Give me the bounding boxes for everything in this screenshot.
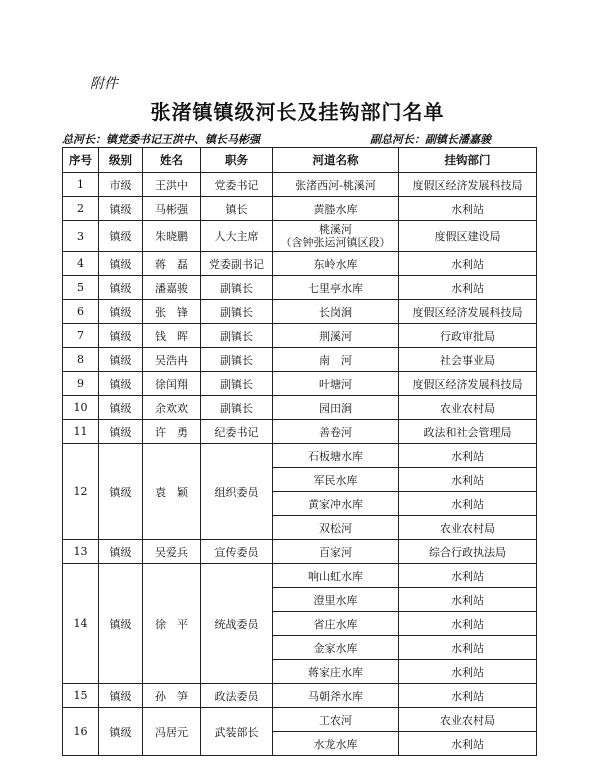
- table-row: [63, 540, 537, 564]
- cell-dept: 农业农村局: [399, 708, 537, 732]
- cell-dept: 度假区经济发展科技局: [399, 173, 537, 197]
- cell-river: 荆溪河: [273, 324, 399, 348]
- cell-river: 善卷河: [273, 420, 399, 444]
- cell-no: 13: [63, 540, 99, 564]
- river-chiefs-line: [62, 131, 542, 147]
- cell-post: 党委书记: [201, 173, 273, 197]
- cell-no: 2: [63, 197, 99, 221]
- cell-dept: 度假区建设局: [399, 221, 537, 252]
- cell-dept: 水利站: [399, 492, 537, 516]
- cell-post: 纪委书记: [201, 420, 273, 444]
- cell-level: 镇级: [99, 540, 143, 564]
- cell-name: 王洪中: [143, 173, 201, 197]
- cell-post: 副镇长: [201, 396, 273, 420]
- cell-level: 镇级: [99, 420, 143, 444]
- cell-river: 双松河: [273, 516, 399, 540]
- river-chief-table: [62, 147, 537, 756]
- cell-post: 政法委员: [201, 684, 273, 708]
- cell-post: 副镇长: [201, 276, 273, 300]
- cell-river: 叶塘河: [273, 372, 399, 396]
- table-row: [63, 300, 537, 324]
- cell-dept: 行政审批局: [399, 324, 537, 348]
- header-name: 姓名: [143, 148, 201, 173]
- cell-dept: 水利站: [399, 444, 537, 468]
- cell-river: 百家河: [273, 540, 399, 564]
- cell-no: 11: [63, 420, 99, 444]
- table-row: [63, 372, 537, 396]
- cell-level: 镇级: [99, 684, 143, 708]
- cell-river: 黄家冲水库: [273, 492, 399, 516]
- cell-dept: 水利站: [399, 612, 537, 636]
- cell-river: 南 河: [273, 348, 399, 372]
- deputy-chief-text: 副总河长：副镇长潘嘉骏: [370, 133, 491, 146]
- cell-post: 宣传委员: [201, 540, 273, 564]
- table-header-row: [63, 148, 537, 173]
- cell-no: 10: [63, 396, 99, 420]
- cell-name: 孙 笋: [143, 684, 201, 708]
- cell-no: 14: [63, 564, 99, 684]
- cell-river: 水龙水库: [273, 732, 399, 756]
- cell-river: 园田涧: [273, 396, 399, 420]
- cell-no: 15: [63, 684, 99, 708]
- cell-dept: 水利站: [399, 660, 537, 684]
- cell-dept: 度假区经济发展科技局: [399, 300, 537, 324]
- cell-dept: 水利站: [399, 732, 537, 756]
- chief-text: 总河长：镇党委书记王洪中、镇长马彬强: [62, 133, 260, 146]
- river-name-line2: （含钟张运河镇区段）: [280, 236, 391, 249]
- header-dept: 挂钩部门: [399, 148, 537, 173]
- cell-river: 金家水库: [273, 636, 399, 660]
- table-row: [63, 420, 537, 444]
- header-level: 级别: [99, 148, 143, 173]
- header-river: 河道名称: [273, 148, 399, 173]
- cell-river: 七里亭水库: [273, 276, 399, 300]
- header-no: 序号: [63, 148, 99, 173]
- cell-river: 省庄水库: [273, 612, 399, 636]
- river-name-line1: 桃溪河: [319, 223, 352, 236]
- table-row: [63, 396, 537, 420]
- cell-name: 冯居元: [143, 708, 201, 756]
- cell-no: 5: [63, 276, 99, 300]
- cell-dept: 水利站: [399, 468, 537, 492]
- cell-no: 12: [63, 444, 99, 540]
- cell-name: 许 勇: [143, 420, 201, 444]
- cell-dept: 水利站: [399, 276, 537, 300]
- table-row: [63, 324, 537, 348]
- cell-level: 镇级: [99, 348, 143, 372]
- cell-river: 工农河: [273, 708, 399, 732]
- cell-level: 镇级: [99, 197, 143, 221]
- cell-level: 镇级: [99, 444, 143, 540]
- cell-river: 东岭水库: [273, 252, 399, 276]
- cell-level: 镇级: [99, 372, 143, 396]
- cell-post: 人大主席: [201, 221, 273, 252]
- table-row: [63, 197, 537, 221]
- table-row: [63, 221, 537, 252]
- cell-no: 9: [63, 372, 99, 396]
- cell-river: 黄塍水库: [273, 197, 399, 221]
- cell-name: 徐 平: [143, 564, 201, 684]
- table-row: [63, 252, 537, 276]
- cell-name: 张 锋: [143, 300, 201, 324]
- cell-level: 镇级: [99, 221, 143, 252]
- cell-dept: 农业农村局: [399, 516, 537, 540]
- cell-post: 副镇长: [201, 348, 273, 372]
- attachment-label: 附件: [90, 76, 118, 92]
- table-row: [63, 564, 537, 588]
- cell-level: 镇级: [99, 564, 143, 684]
- cell-name: 袁 颖: [143, 444, 201, 540]
- cell-post: 副镇长: [201, 324, 273, 348]
- cell-no: 1: [63, 173, 99, 197]
- cell-river: 响山虹水库: [273, 564, 399, 588]
- cell-name: 马彬强: [143, 197, 201, 221]
- table-row: [63, 276, 537, 300]
- table-row: [63, 444, 537, 468]
- cell-name: 钱 晖: [143, 324, 201, 348]
- cell-dept: 农业农村局: [399, 396, 537, 420]
- cell-dept: 水利站: [399, 252, 537, 276]
- table-row: [63, 708, 537, 732]
- cell-name: 朱晓鹏: [143, 221, 201, 252]
- cell-dept: 度假区经济发展科技局: [399, 372, 537, 396]
- table-row: [63, 348, 537, 372]
- cell-name: 徐闰翔: [143, 372, 201, 396]
- cell-level: 镇级: [99, 708, 143, 756]
- cell-dept: 水利站: [399, 588, 537, 612]
- cell-post: 党委副书记: [201, 252, 273, 276]
- cell-dept: 水利站: [399, 684, 537, 708]
- cell-level: 镇级: [99, 396, 143, 420]
- cell-no: 7: [63, 324, 99, 348]
- cell-level: 镇级: [99, 276, 143, 300]
- cell-post: 副镇长: [201, 372, 273, 396]
- cell-level: 镇级: [99, 252, 143, 276]
- cell-river: 军民水库: [273, 468, 399, 492]
- cell-river: 蒋家庄水库: [273, 660, 399, 684]
- cell-post: 武装部长: [201, 708, 273, 756]
- cell-name: 余欢欢: [143, 396, 201, 420]
- cell-dept: 综合行政执法局: [399, 540, 537, 564]
- header-post: 职务: [201, 148, 273, 173]
- cell-post: 组织委员: [201, 444, 273, 540]
- cell-level: 镇级: [99, 324, 143, 348]
- cell-post: 镇长: [201, 197, 273, 221]
- cell-dept: 水利站: [399, 636, 537, 660]
- table-body: [63, 173, 537, 756]
- document-title: 张渚镇镇级河长及挂钩部门名单: [150, 100, 445, 124]
- cell-no: 8: [63, 348, 99, 372]
- cell-river: 张渚西河-桃溪河: [273, 173, 399, 197]
- cell-dept: 社会事业局: [399, 348, 537, 372]
- cell-dept: 政法和社会管理局: [399, 420, 537, 444]
- cell-dept: 水利站: [399, 197, 537, 221]
- cell-name: 吴爱兵: [143, 540, 201, 564]
- cell-river: 澄里水库: [273, 588, 399, 612]
- cell-no: 4: [63, 252, 99, 276]
- cell-name: 潘嘉骏: [143, 276, 201, 300]
- cell-level: 镇级: [99, 300, 143, 324]
- cell-post: 统战委员: [201, 564, 273, 684]
- cell-post: 副镇长: [201, 300, 273, 324]
- cell-river: 长岗涧: [273, 300, 399, 324]
- cell-dept: 水利站: [399, 564, 537, 588]
- table-row: [63, 684, 537, 708]
- cell-river: 石板塘水库: [273, 444, 399, 468]
- cell-no: 3: [63, 221, 99, 252]
- cell-no: 6: [63, 300, 99, 324]
- table-row: [63, 173, 537, 197]
- cell-river: 马朝斧水库: [273, 684, 399, 708]
- cell-no: 16: [63, 708, 99, 756]
- cell-name: 吴浩冉: [143, 348, 201, 372]
- cell-river: [273, 221, 399, 252]
- cell-level: 市级: [99, 173, 143, 197]
- cell-name: 蒋 磊: [143, 252, 201, 276]
